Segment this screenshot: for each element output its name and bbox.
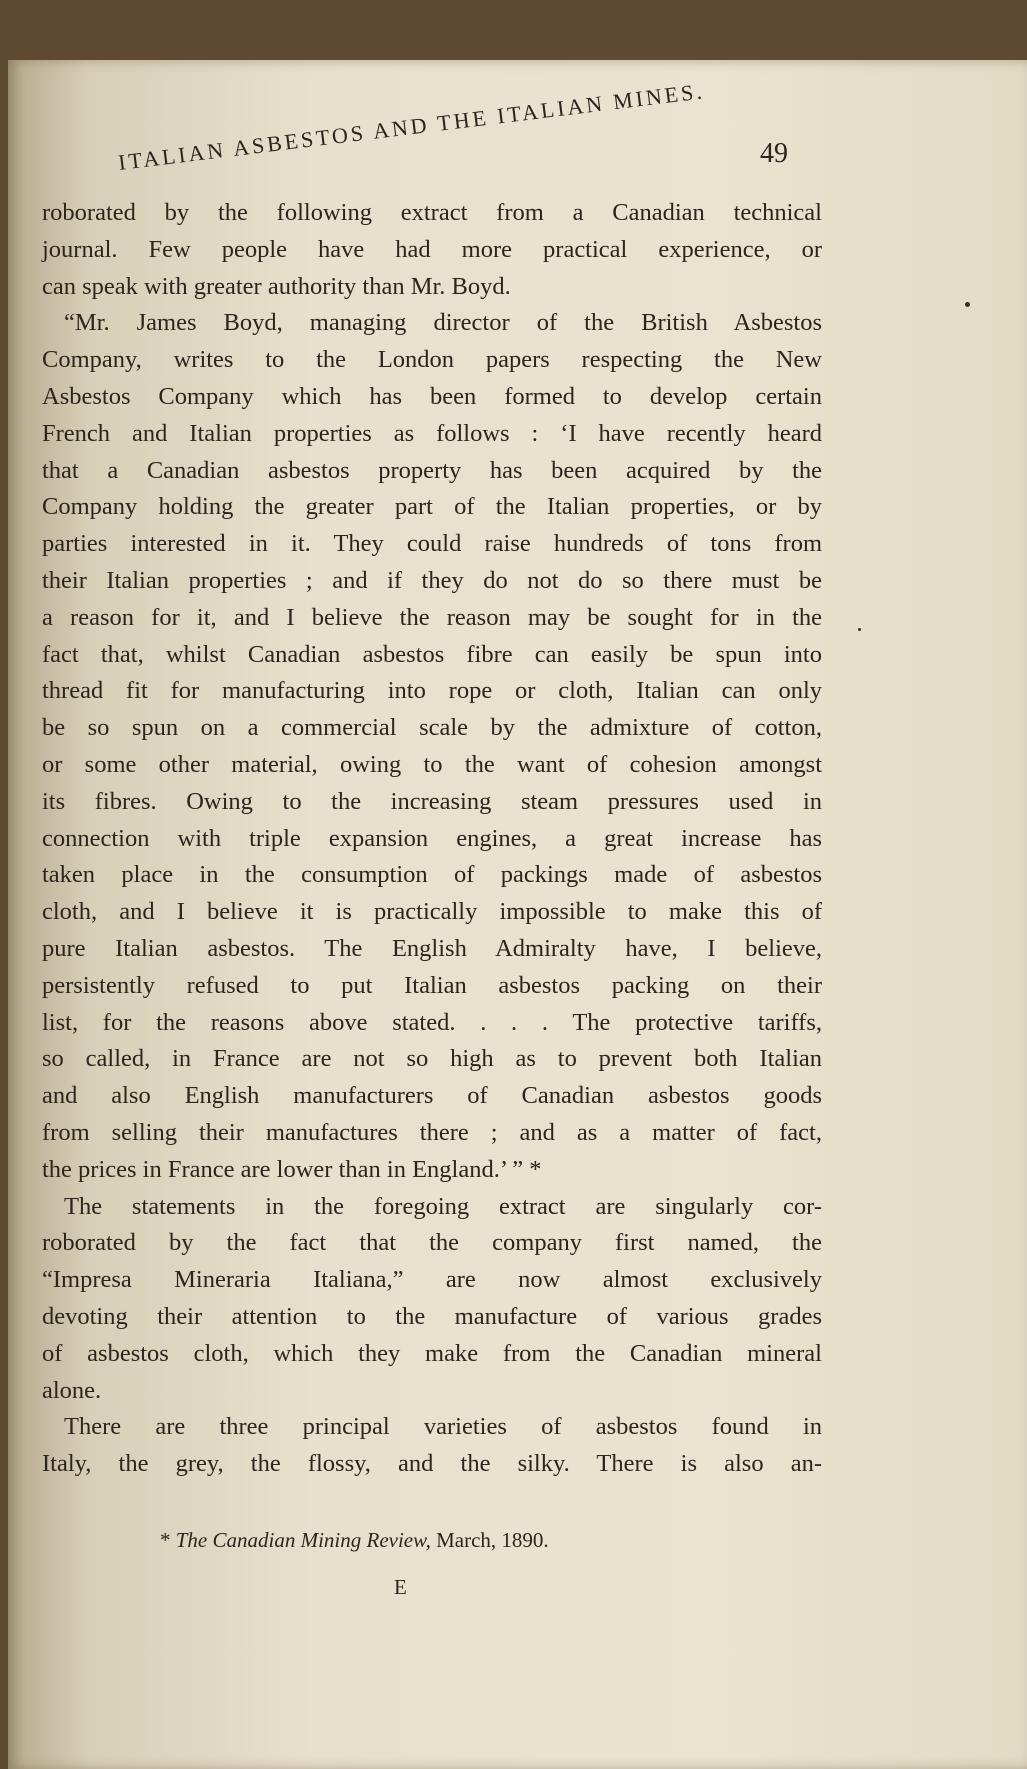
text-line: French and Italian properties as follows : ‘I have recently heard (42, 419, 822, 447)
text-line: list, for the reasons above stated. . . . The protective tariffs, (42, 1008, 822, 1036)
text-line: the prices in France are lower than in England.’ ” * (42, 1155, 542, 1183)
text-line: There are three principal varieties of asbestos found in (64, 1413, 822, 1441)
page-number: 49 (760, 138, 788, 169)
text-line: its fibres. Owing to the increasing steam pressures used in (42, 787, 822, 815)
text-line: Italy, the grey, the flossy, and the silky. There is also an- (42, 1450, 822, 1478)
text-line: The statements in the foregoing extract are singularly cor- (64, 1192, 822, 1220)
text-line: “Impresa Mineraria Italiana,” are now almost exclusively (42, 1266, 822, 1294)
text-line: pure Italian asbestos. The English Admiralty have, I believe, (42, 934, 822, 962)
ink-speck (858, 628, 861, 631)
text-line: parties interested in it. They could raise hundreds of tons from (42, 530, 822, 558)
text-line: taken place in the consumption of packings made of asbestos (42, 861, 822, 889)
text-line: and also English manufacturers of Canadian asbestos goods (42, 1082, 822, 1110)
text-line: their Italian properties ; and if they do not do so there must be (42, 566, 822, 594)
footnote (160, 1528, 720, 1553)
text-line: of asbestos cloth, which they make from the Canadian mineral (42, 1339, 822, 1367)
text-line: or some other material, owing to the want of cohesion amongst (42, 750, 822, 778)
body-text (42, 195, 822, 1483)
text-line: Asbestos Company which has been formed to develop certain (42, 382, 822, 410)
text-line: persistently refused to put Italian asbestos packing on their (42, 971, 822, 999)
text-line: “Mr. James Boyd, managing director of the British Asbestos (64, 309, 822, 337)
text-line: from selling their manufactures there ; and as a matter of fact, (42, 1118, 822, 1146)
text-line: cloth, and I believe it is practically impossible to make this of (42, 898, 822, 926)
text-line: so called, in France are not so high as to prevent both Italian (42, 1045, 822, 1073)
ink-speck (965, 302, 970, 307)
running-head: ITALIAN ASBESTOS AND THE ITALIAN MINES. (116, 78, 707, 176)
text-line: roborated by the following extract from a Canadian technical (42, 199, 822, 226)
text-line: devoting their attention to the manufacture of various grades (42, 1302, 822, 1330)
text-line: a reason for it, and I believe the reason may be sought for in the (42, 603, 822, 631)
text-line: roborated by the fact that the company first named, the (42, 1229, 822, 1257)
text-line: connection with triple expansion engines, a great increase has (42, 824, 822, 852)
text-line: Company, writes to the London papers respecting the New (42, 346, 822, 374)
text-line: can speak with greater authority than Mr. Boyd. (42, 272, 511, 300)
text-line: be so spun on a commercial scale by the admixture of cotton, (42, 714, 822, 742)
text-line: journal. Few people have had more practical experience, or (42, 235, 822, 263)
text-line: Company holding the greater part of the Italian properties, or by (42, 493, 822, 521)
footnote-date: March, 1890. (436, 1528, 549, 1552)
signature-mark: E (394, 1575, 407, 1599)
text-line: fact that, whilst Canadian asbestos fibre can easily be spun into (42, 640, 822, 668)
text-line: thread fit for manufacturing into rope or cloth, Italian can only (42, 677, 822, 705)
page-header (116, 78, 820, 188)
footnote-marker: * (160, 1528, 171, 1552)
footnote-source: The Canadian Mining Review, (175, 1528, 431, 1552)
text-line: alone. (42, 1376, 102, 1404)
text-line: that a Canadian asbestos property has been acquired by the (42, 456, 822, 484)
